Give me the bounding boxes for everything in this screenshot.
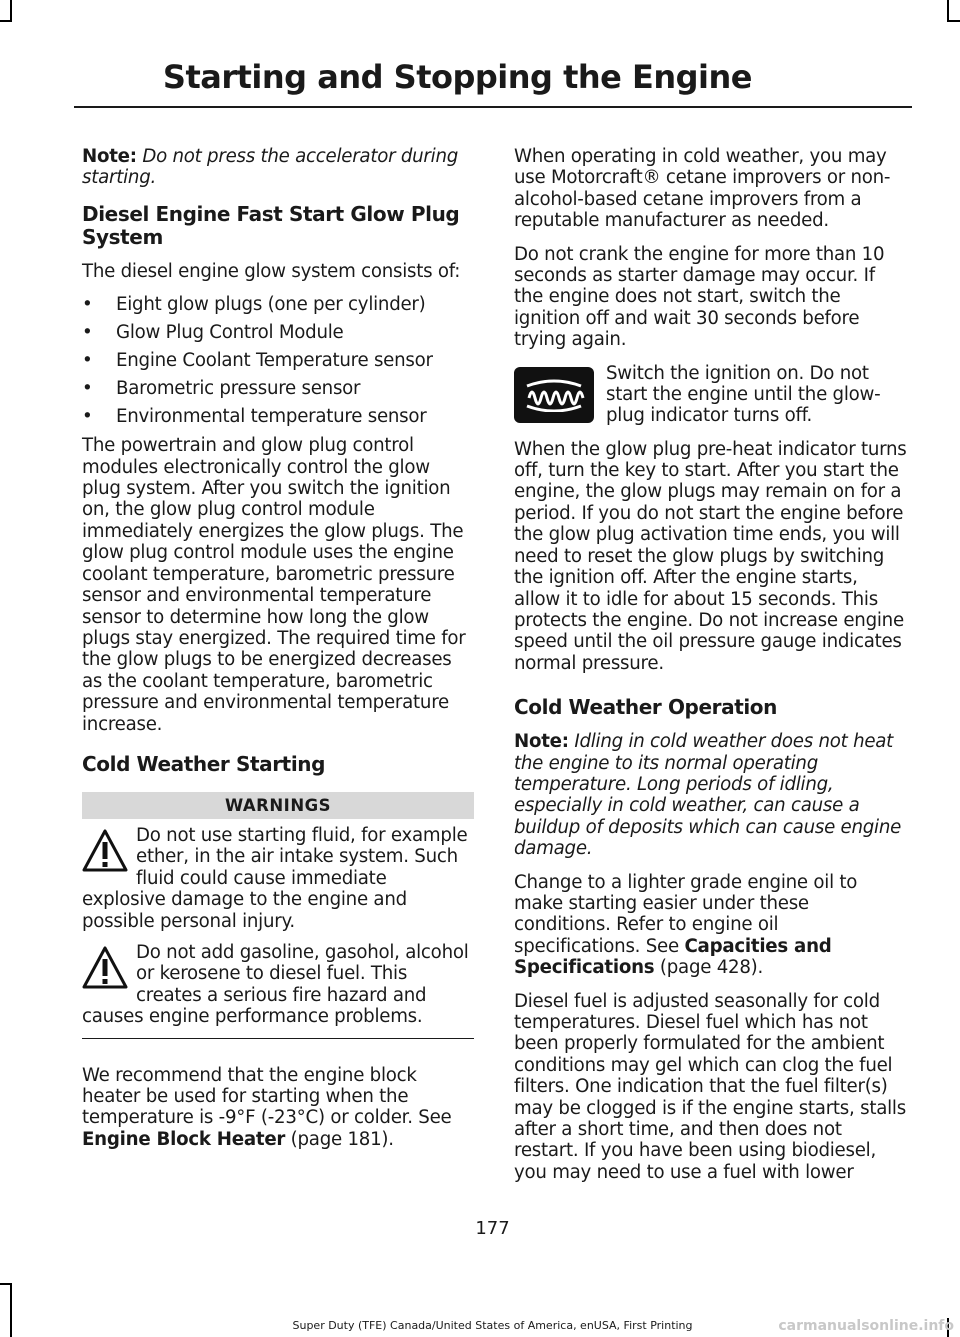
watermark: carmanualsonline.info (778, 1318, 954, 1334)
page-number: 177 (475, 1218, 510, 1239)
warnings-header: WARNINGS (82, 792, 474, 819)
glow-system-components (82, 294, 474, 427)
glow-system-description: The powertrain and glow plug control modules electronically control the glow plug system. After you switch the ignition on, the glow plug control module immediately energizes the glow plugs. The glow plug control module uses the engine coolant temperature, barometric pressure sensor and environmental temperature sensor to determine how long the glow plugs stay energized. The required time for the glow plugs to be energized decreases as the coolant temperature, barometric pressure and environmental temperature increase. (82, 435, 466, 735)
right-column (514, 146, 908, 1195)
warning-triangle-icon (82, 829, 128, 873)
note-text: Idling in cold weather does not heat the engine to its normal operating temperature. Long periods of idling, especially in cold weather, can cause a buildup of deposits which can cause engine damage. (514, 731, 902, 860)
list-item: • Barometric pressure sensor (82, 377, 361, 399)
glow-plug-indicator-icon (514, 367, 594, 423)
page-title: Starting and Stopping the Engine (162, 58, 752, 96)
warning-starting-fluid: Do not use starting fluid, for example ether, in the air intake system. Such fluid could cause immediate explosive damage to the engine and possible personal injury. (82, 824, 468, 932)
crop-mark-top-right-h (947, 20, 960, 22)
note-label: Note: (82, 146, 137, 167)
left-column (82, 146, 474, 1162)
warnings-box (82, 792, 474, 1039)
list-item: • Engine Coolant Temperature sensor (82, 350, 433, 372)
crop-mark-bottom-left-h (0, 1283, 12, 1285)
preheat-procedure: When the glow plug pre-heat indicator turns off, turn the key to start. After you start the engine, the glow plugs may remain on for a period. If you do not start the engine before the glow plug activation time ends, you will need to reset the glow plugs by switching the ignition off. After the engine starts, allow it to idle for about 15 seconds. This protects the engine. Do not increase engine speed until the oil pressure gauge indicates normal pressure. (514, 438, 907, 674)
note-text: Do not press the accelerator during starting. (82, 146, 459, 189)
glow-system-intro: The diesel engine glow system consists of: (82, 260, 461, 282)
warning-fuel-mixing: Do not add gasoline, gasohol, alcohol or kerosene to diesel fuel. This creates a serious fire hazard and causes engine performance problems. (82, 941, 469, 1028)
cranking-limit: Do not crank the engine for more than 10 seconds as starter damage may occur. If the engine does not start, switch the ignition off and wait 30 seconds before trying again. (514, 243, 885, 351)
crop-mark-top-right-v (947, 0, 949, 22)
note-label: Note: (514, 731, 569, 753)
cetane-improvers: When operating in cold weather, you may use Motorcraft® cetane improvers or non-alcohol-based cetane improvers from a reputable manufacturer as needed. (514, 146, 891, 232)
section-heading-glow-plug: Diesel Engine Fast Start Glow Plug System (82, 201, 460, 249)
section-heading-cold-weather-starting: Cold Weather Starting (82, 751, 326, 776)
xref-engine-block-heater[interactable]: Engine Block Heater (82, 1128, 286, 1150)
engine-oil-advice: Change to a lighter grade engine oil to make starting easier under these conditions. Refer to engine oil specifications. See Capacities and Specifications (page 428). (514, 871, 858, 979)
glow-plug-instruction: Switch the ignition on. Do not start the engine until the glow-plug indicator turns off. (606, 362, 881, 427)
crop-mark-top-left-h (0, 20, 12, 22)
header-rule (74, 106, 912, 108)
warning-triangle-icon (82, 946, 128, 990)
crop-mark-top-left-v (10, 0, 12, 22)
note (82, 146, 474, 189)
footer-text: Super Duty (TFE) Canada/United States of America, enUSA, First Printing (292, 1319, 693, 1332)
list-item: • Eight glow plugs (one per cylinder) (82, 294, 426, 316)
note (514, 731, 908, 859)
diesel-fuel-seasonal: Diesel fuel is adjusted seasonally for cold temperatures. Diesel fuel which has not been properly formulated for the ambient conditions may gel which can clog the fuel filters. One indication that the fuel filter(s) may be clogged is if the engine starts, stalls after a short time, and then does not restart. If you have been using biodiesel, you may need to use a fuel with lower (514, 990, 906, 1183)
xref-capacities-specifications[interactable]: Capacities and Specifications (514, 935, 832, 979)
warnings-rule (82, 1038, 474, 1039)
block-heater-recommendation: We recommend that the engine block heater be used for starting when the temperature is -9°F (-23°C) or colder. See Engine Block Heater (page 181). (82, 1064, 452, 1150)
list-item: • Glow Plug Control Module (82, 322, 344, 344)
glow-plug-indicator-block (514, 363, 908, 429)
list-item: • Environmental temperature sensor (82, 405, 427, 427)
section-heading-cold-weather-operation: Cold Weather Operation (514, 695, 777, 720)
